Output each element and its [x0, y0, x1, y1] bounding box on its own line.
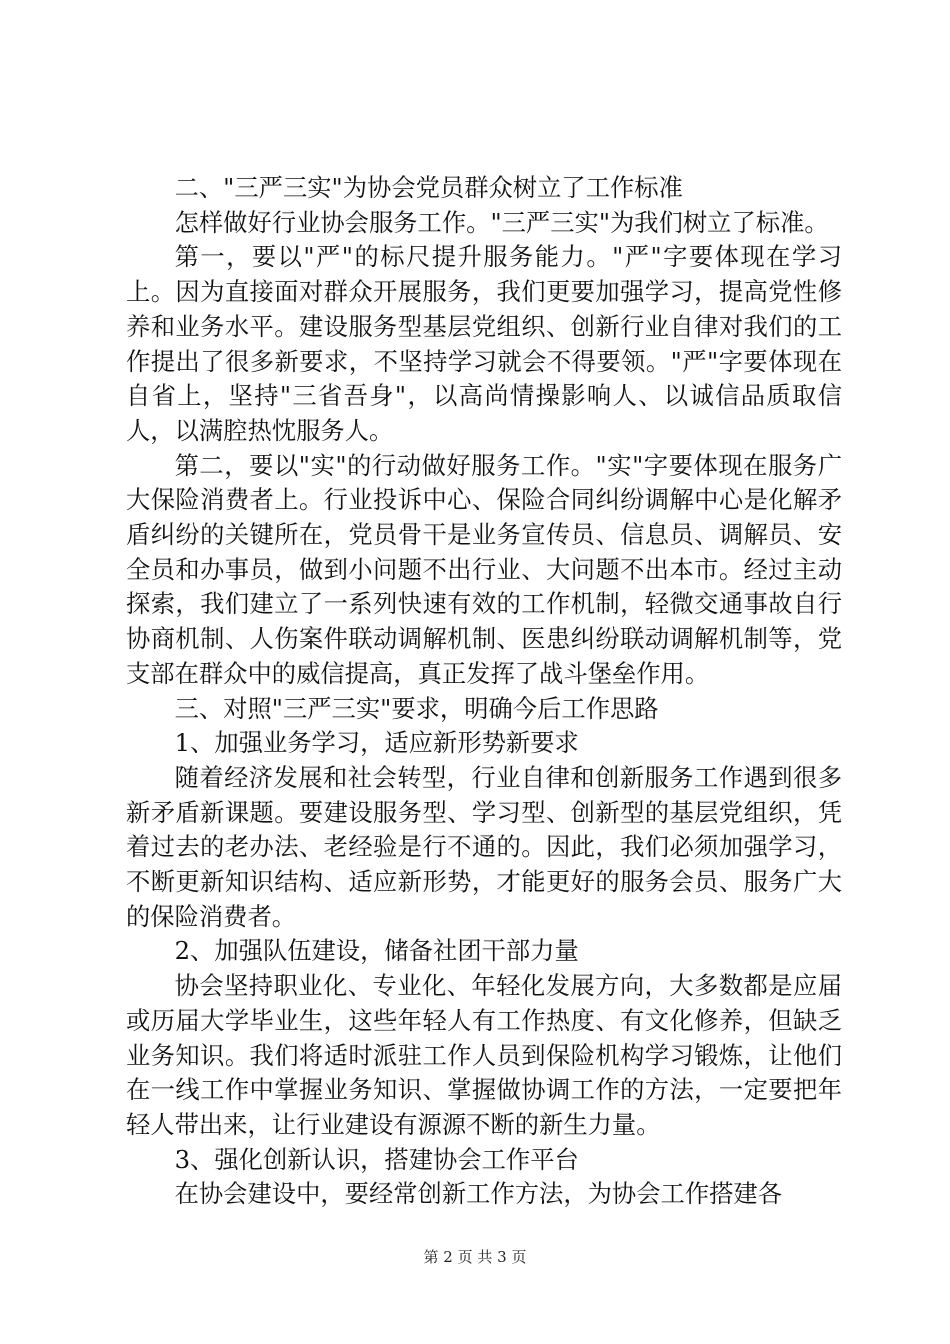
paragraph: 第二，要以"实"的行动做好服务工作。"实"字要体现在服务广大保险消费者上。行业投诉中心、保险合同纠纷调解中心是化解矛盾纠纷的关键所在，党员骨干是业务宣传员、信息员、调解员、安全员和办事员，做到小问题不出行业、大问题不出本市。经过主动探索，我们建立了一系列快速有效的工作机制，轻微交通事故自行协商机制、人伤案件联动调解机制、医患纠纷联动调解机制等，党支部在群众中的威信提高，真正发挥了战斗堡垒作用。	[126, 450, 842, 688]
paragraph: 在协会建设中，要经常创新工作方法，为协会工作搭建各	[174, 1179, 783, 1209]
paragraph: 协会坚持职业化、专业化、年轻化发展方向，大多数都是应届或历届大学毕业生，这些年轻人有工作热度、有文化修养，但缺乏业务知识。我们将适时派驻工作人员到保险机构学习锻炼，让他们在一线工作中掌握业务知识、掌握做协调工作的方法，一定要把年轻人带出来，让行业建设有源源不断的新生力量。	[126, 971, 842, 1139]
paragraph: 随着经济发展和社会转型，行业自律和创新服务工作遇到很多新矛盾新课题。要建设服务型、学习型、创新型的基层党组织，凭着过去的老办法、老经验是行不通的。因此，我们必须加强学习，不断更新知识结构、适应新形势，才能更好的服务会员、服务广大的保险消费者。	[126, 762, 842, 931]
subheading: 3、强化创新认识，搭建协会工作平台	[174, 1144, 579, 1174]
page-footer: 第 2 页 共 3 页	[423, 1248, 527, 1266]
subheading: 2、加强队伍建设，储备社团干部力量	[174, 936, 579, 966]
paragraph: 第一，要以"严"的标尺提升服务能力。"严"字要体现在学习上。因为直接面对群众开展服务，我们更要加强学习，提高党性修养和业务水平。建设服务型基层党组织、创新行业自律对我们的工作提出了很多新要求，不坚持学习就会不得要领。"严"字要体现在自省上，坚持"三省吾身"，以高尚情操影响人、以诚信品质取信人，以满腔热忱服务人。	[126, 242, 842, 445]
section-heading-three: 三、对照"三严三实"要求，明确今后工作思路	[174, 693, 659, 723]
paragraph: 怎样做好行业协会服务工作。"三严三实"为我们树立了标准。	[174, 207, 829, 237]
subheading: 1、加强业务学习，适应新形势新要求	[174, 728, 579, 758]
document-body	[126, 171, 842, 1212]
section-heading-two: 二、"三严三实"为协会党员群众树立了工作标准	[174, 173, 683, 202]
